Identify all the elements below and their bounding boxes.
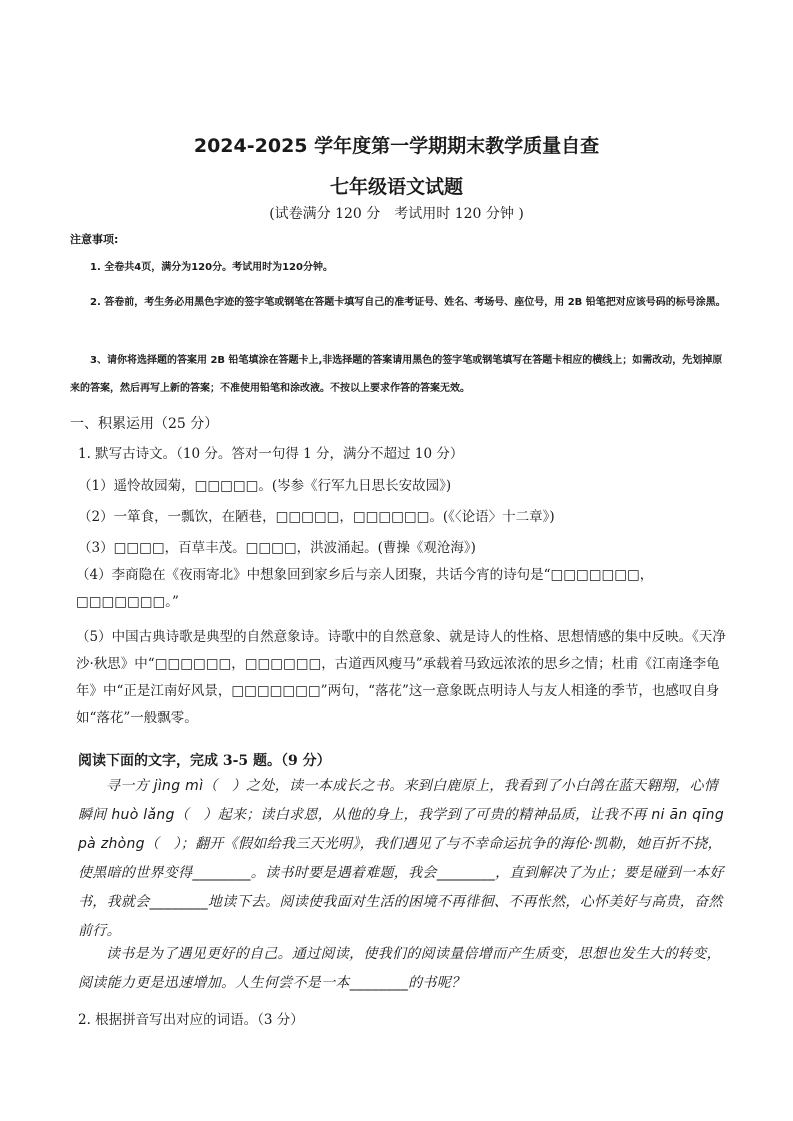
section-heading: 一、积累运用（25 分）: [70, 416, 219, 432]
question-1-item-2: （2）一箪食，一瓢饮，在陋巷，□□□□□，□□□□□□。(《〈论语〉十二章》): [78, 509, 555, 525]
question-1-item-4: （4）李商隐在《夜雨寄北》中想象回到家乡后与亲人团聚，共话今宵的诗句是“□□□□□□□，□□□□□□□。”: [76, 567, 654, 610]
reading-heading: 阅读下面的文字，完成 3-5 题。（9 分）: [78, 753, 331, 769]
question-1-intro: 1. 默写古诗文。（10 分。答对一句得 1 分，满分不超过 10 分）: [78, 446, 464, 462]
notice-item-3: 3、请你将选择题的答案用 2B 铅笔填涂在答题卡上,非选择题的答案请用黑色的签字笔或钢笔填写在答题卡相应的横线上；如需改动，先划掉原来的答案，然后再写上新的答案；不准使用铅笔和涂改液。不按以上要求作答的答案无效。: [70, 355, 723, 394]
question-1-item-1: （1）遥怜故园菊，□□□□□。(岑参《行军九日思长安故园》): [78, 478, 452, 494]
reading-paragraph-2: 读书是为了遇见更好的自己。通过阅读，使我们的阅读量倍增而产生质变，思想也发生大的转变，阅读能力更是迅速增加。人生何尝不是一本________的书呢？: [78, 946, 721, 991]
notice-heading: 注意事项:: [70, 233, 119, 246]
reading-paragraph-1: 寻一方 jìng mì（ ）之处，读一本成长之书。来到白鹿原上，我看到了小白鸽在蓝天翱翔，心情瞬间 huò lǎng（ ）起来；读白求恩，从他的身上，我学到了可贵的精神品质，让我不再 ni ān qīng pà zhòng（ ）；翻开《假如给我三天光明》，我们遇见了与不幸命运抗争的海伦·凯勒，她百折不挠，使黑暗的世界变得________。读书时要是遇着难题，我会________，直到解决了为止；要是碰到一本好书，我就会________地读下去。阅读使我面对生活的困境不再徘徊、不再怅然，心怀美好与高贵，奋然前行。: [78, 778, 725, 939]
question-1-item-3: （3）□□□□，百草丰茂。□□□□，洪波涌起。(曹操《观沧海》): [78, 540, 476, 556]
notice-item-2: 2. 答卷前，考生务必用黑色字迹的签字笔或钢笔在答题卡填写自己的准考证号、姓名、考场号、座位号，用 2B 铅笔把对应该号码的标号涂黑。: [90, 297, 726, 308]
exam-subtitle: 七年级语文试题: [329, 176, 463, 198]
question-2: 2. 根据拼音写出对应的词语。（3 分）: [78, 1012, 304, 1028]
question-1-item-5: （5）中国古典诗歌是典型的自然意象诗。诗歌中的自然意象、就是诗人的性格、思想情感的集中反映。《天净沙·秋思》中“□□□□□□，□□□□□□，古道西风瘦马”承载着马致远浓浓的思乡之情；杜甫《江南逢李龟年》中“正是江南好风景，□□□□□□□”两句，“落花”这一意象既点明诗人与友人相逢的季节，也感叹自身如“落花”一般飘零。: [76, 629, 726, 726]
exam-info: (试卷满分 120 分 考试用时 120 分钟 ): [269, 206, 524, 222]
notice-item-1: 1. 全卷共4页，满分为120分。考试用时为120分钟。: [90, 262, 333, 273]
exam-title: 2024-2025 学年度第一学期期末教学质量自查: [193, 135, 600, 157]
